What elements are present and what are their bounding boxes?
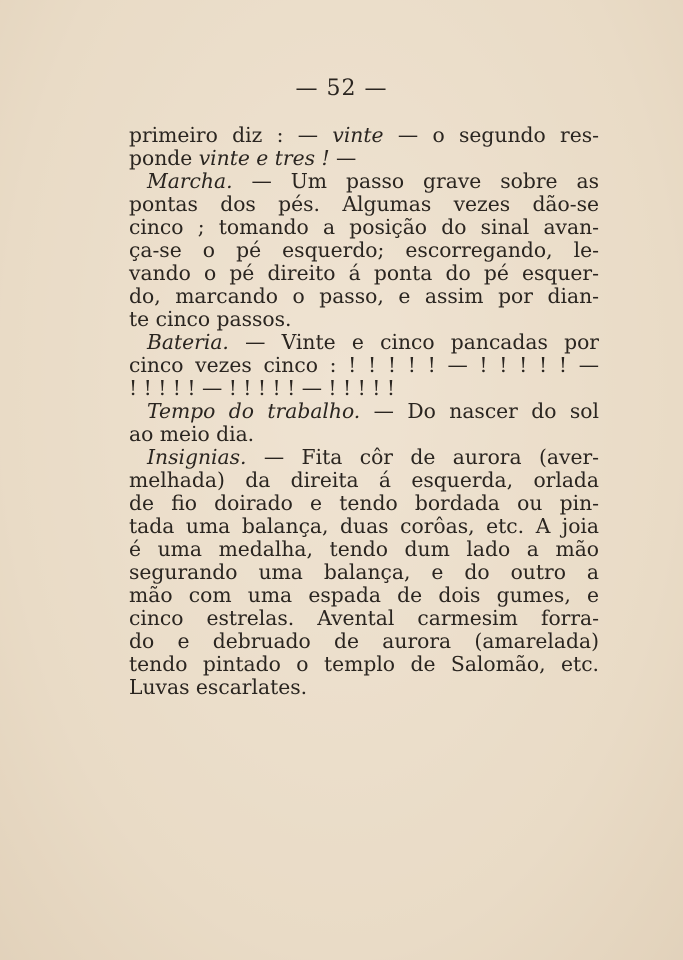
text-line: Luvas escarlates.	[129, 675, 308, 699]
text-line: ao meio dia.	[129, 422, 255, 446]
page-number: — 52 —	[295, 76, 388, 101]
text-line: pontas dos pés. Algumas vezes dão-se	[129, 192, 599, 216]
text-line: ça-se o pé esquerdo; escorregando, le-	[129, 238, 599, 262]
text-line: tendo pintado o templo de Salomão, etc.	[129, 652, 599, 676]
text-line: Bateria. — Vinte e cinco pancadas por	[147, 330, 599, 354]
text-line: ponde vinte e tres ! —	[129, 146, 357, 170]
text-line: Marcha. — Um passo grave sobre as	[147, 169, 599, 193]
text-line: tada uma balança, duas corôas, etc. A joia	[129, 514, 599, 538]
text-line: é uma medalha, tendo dum lado a mão	[129, 537, 599, 561]
text-line: vando o pé direito á ponta do pé esquer-	[129, 261, 599, 285]
text-line: do e debruado de aurora (amarelada)	[129, 629, 599, 653]
text-line: mão com uma espada de dois gumes, e	[129, 583, 599, 607]
text-line: te cinco passos.	[129, 307, 292, 331]
text-line: cinco vezes cinco : ! ! ! ! ! — ! ! ! ! ! —	[129, 353, 599, 377]
text-line: melhada) da direita á esquerda, orlada	[129, 468, 599, 492]
text-line: do, marcando o passo, e assim por dian-	[129, 284, 599, 308]
text-line: cinco ; tomando a posição do sinal avan-	[129, 215, 599, 239]
text-line: cinco estrelas. Avental carmesim forra-	[129, 606, 599, 630]
text-line: primeiro diz : — vinte — o segundo res-	[129, 123, 599, 147]
body-text	[129, 124, 599, 699]
text-line: segurando uma balança, e do outro a	[129, 560, 599, 584]
text-line: Tempo do trabalho. — Do nascer do sol	[147, 399, 600, 423]
text-line: Insignias. — Fita côr de aurora (aver-	[147, 445, 599, 469]
text-line: de fio doirado e tendo bordada ou pin-	[129, 491, 599, 515]
text-line: ! ! ! ! ! — ! ! ! ! ! — ! ! ! ! !	[129, 376, 395, 400]
